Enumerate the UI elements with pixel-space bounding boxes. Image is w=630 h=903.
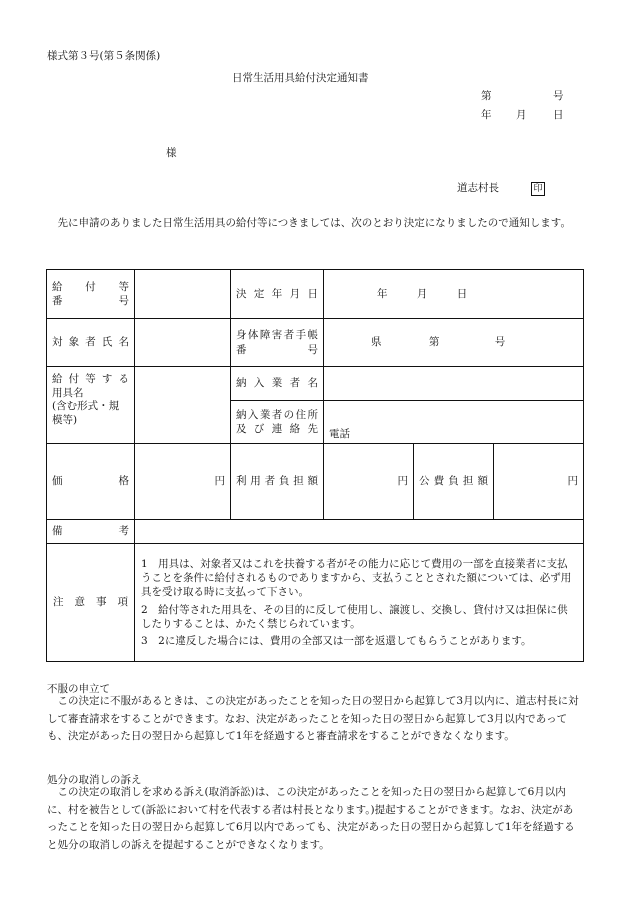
revocation-body: この決定の取消しを求める訴え(取消訴訟)は、この決定があったことを知った日の翌日から起算して6月以内に、村を被告として(訴訟において村を代表する者は村長となります。)提起することができます。なお、決定があったことを知った日の翌日から起算して6月以内であっても、決定があった日の翌日から起算して1年を経過すると処分の取消しの訴えを提起することができなくなります。 (47, 786, 575, 851)
note-2: 2 給付等された用具を、その目的に反して使用し、譲渡し、交換し、貸付け又は担保に供したりすることは、かたく禁じられています。 (141, 603, 568, 630)
price-value: 円 (135, 444, 231, 520)
note-3: 3 2に違反した場合には、費用の全部又は一部を返還してもらうことがあります。 (141, 634, 532, 647)
supplier-name-value (324, 367, 584, 401)
supplier-address-label: 納入業者の住所 及び連絡先 (231, 401, 324, 444)
handbook-number-label: 身体障害者手帳 番 号 (231, 319, 324, 367)
appeal-heading: 不服の申立て (47, 683, 110, 695)
doc-number-suffix: 号 (553, 90, 564, 102)
supplier-name-label: 納入業者名 (231, 367, 324, 401)
item-name-value (135, 367, 231, 444)
user-burden-label: 利用者負担額 (231, 444, 324, 520)
date-day: 日 (553, 109, 564, 121)
issuer (457, 180, 545, 196)
doc-number-prefix: 第 (481, 90, 492, 102)
appeal-body: この決定に不服があるときは、この決定があったことを知った日の翌日から起算して3月以内に、道志村長に対して審査請求をすることができます。なお、決定があったことを知った日の翌日から起算して3月以内であっても、決定があった日の翌日から起算して1年を経過すると審査請求をすることができなくなります。 (47, 695, 579, 742)
price-label: 価 格 (47, 444, 135, 520)
form-number: 様式第３号(第５条関係) (47, 50, 161, 62)
recipient-name-label: 対象者氏名 (47, 319, 135, 367)
decision-date-value: 年 月 日 (324, 270, 584, 319)
remarks-value (135, 520, 584, 544)
handbook-number-value: 県 第 号 (324, 319, 584, 367)
date-month: 月 (516, 109, 527, 121)
revocation-heading: 処分の取消しの訴え (47, 774, 142, 786)
date-year: 年 (481, 109, 492, 121)
payment-number-label: 給 付 等 番 号 (47, 270, 135, 319)
notes-content (135, 544, 584, 662)
document-title: 日常生活用具給付決定通知書 (232, 72, 369, 84)
public-burden-value: 円 (494, 444, 584, 520)
remarks-label: 備 考 (47, 520, 135, 544)
payment-number-value (135, 270, 231, 319)
item-name-label: 給付等する 用具名 (含む形式・規 模等) (47, 367, 135, 444)
recipient-suffix: 様 (166, 147, 177, 159)
issuer-name: 道志村長 (457, 182, 499, 194)
notes-label: 注意事項 (47, 544, 135, 662)
seal-mark: 印 (531, 182, 545, 196)
decision-date-label: 決定年月日 (231, 270, 324, 319)
decision-table (46, 269, 584, 662)
recipient-name-value (135, 319, 231, 367)
supplier-address-value (324, 401, 584, 444)
intro-text: 先に申請のありました日常生活用具の給付等につきましては、次のとおり決定になりましたので通知します。 (57, 217, 571, 229)
note-1: 1 用具は、対象者又はこれを扶養する者がその能力に応じて費用の一部を直接業者に支払うことを条件に給付されるものでありますから、支払うこととされた額については、必ず用具を受け取る時に支払って下さい。 (141, 557, 572, 599)
user-burden-value: 円 (324, 444, 414, 520)
public-burden-label: 公費負担額 (414, 444, 494, 520)
phone-label: 電話 (329, 427, 350, 440)
